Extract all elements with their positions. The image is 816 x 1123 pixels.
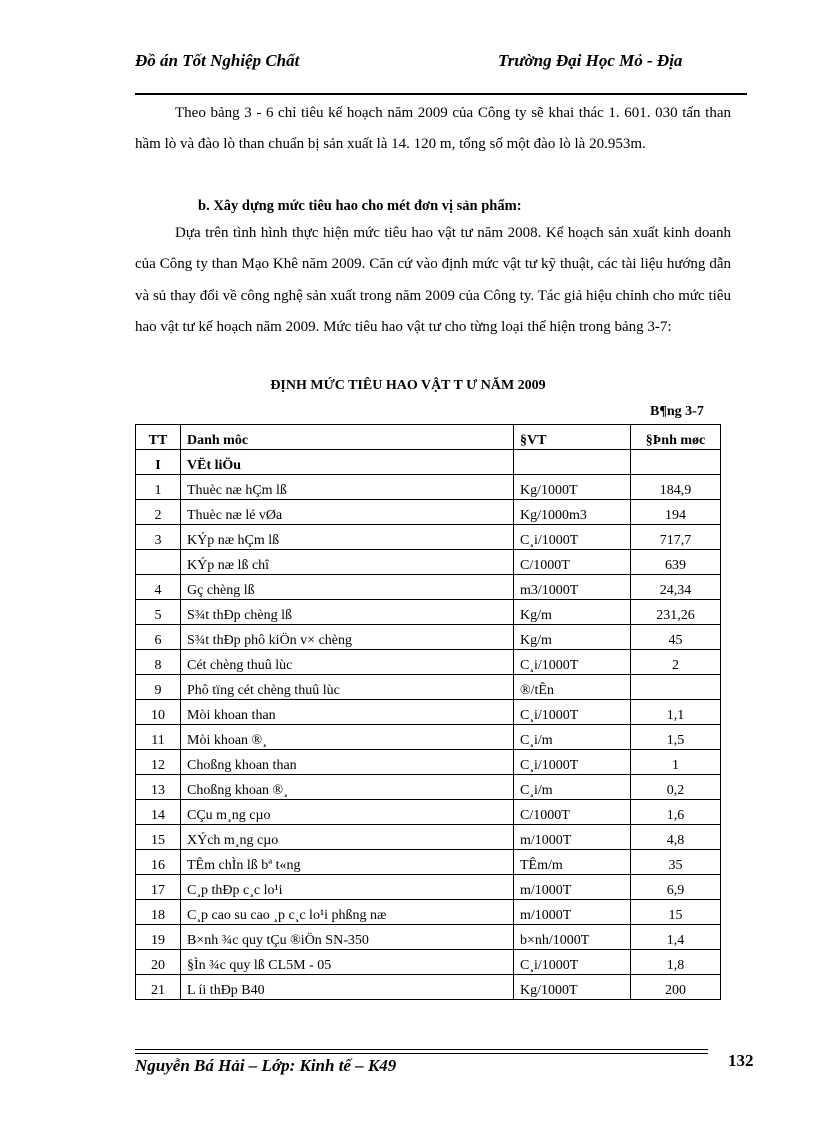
row-cell-unit: C/1000T <box>514 550 631 575</box>
table-row <box>136 550 721 575</box>
table-row <box>136 500 721 525</box>
row-cell-name: Gç chèng lß <box>181 575 514 600</box>
row-cell-norm: 1,5 <box>631 725 721 750</box>
row-cell-tt: 12 <box>136 750 181 775</box>
row-cell-unit: Kg/1000T <box>514 475 631 500</box>
row-cell-unit: C/1000T <box>514 800 631 825</box>
row-cell-name: Thuèc næ hÇm lß <box>181 475 514 500</box>
paragraph-text: Theo bảng 3 - 6 chỉ tiêu kế hoạch năm 2009 của Công ty sẽ khai thác 1. 601. 030 tấn than hầm lò và đào lò than chuẩn bị sản xuất là 14. 120 m, tổng số một đào lò là 20.953m. <box>135 105 731 153</box>
row-cell-unit: C¸i/m <box>514 725 631 750</box>
row-cell-tt: 3 <box>136 525 181 550</box>
row-cell-norm: 45 <box>631 625 721 650</box>
row-cell-norm: 1,1 <box>631 700 721 725</box>
table-row <box>136 775 721 800</box>
header-cell-name: Danh môc <box>181 425 514 450</box>
table-header-row <box>136 425 721 450</box>
row-cell-unit: m/1000T <box>514 825 631 850</box>
row-cell-name: Phô tïng cét chèng thuû lùc <box>181 675 514 700</box>
row-cell-unit: m3/1000T <box>514 575 631 600</box>
row-cell-tt: 21 <box>136 975 181 1000</box>
footer-author: Nguyễn Bá Hải – Lớp: Kinh tế – K49 <box>135 1056 397 1075</box>
table-row <box>136 650 721 675</box>
row-cell-tt: 17 <box>136 875 181 900</box>
header-cell-unit: §VT <box>514 425 631 450</box>
table-row <box>136 900 721 925</box>
row-cell-name: KÝp næ hÇm lß <box>181 525 514 550</box>
row-cell-tt: 19 <box>136 925 181 950</box>
row-cell-tt: 9 <box>136 675 181 700</box>
row-cell-norm: 1,4 <box>631 925 721 950</box>
row-cell-norm: 231,26 <box>631 600 721 625</box>
paragraph-plan-summary <box>135 98 731 161</box>
row-cell-name: Cét chèng thuû lùc <box>181 650 514 675</box>
row-cell-unit: C¸i/1000T <box>514 650 631 675</box>
row-cell-norm: 717,7 <box>631 525 721 550</box>
row-cell-unit: m/1000T <box>514 875 631 900</box>
table-row <box>136 575 721 600</box>
row-cell-unit: Kg/m <box>514 625 631 650</box>
consumption-norm-table <box>135 424 721 1000</box>
row-cell-unit: TÊm/m <box>514 850 631 875</box>
section-subheading: b. Xây dựng mức tiêu hao cho mét đơn vị sản phẩm: <box>198 198 522 214</box>
group-cell-tt: I <box>136 450 181 475</box>
row-cell-unit: Kg/m <box>514 600 631 625</box>
table-row <box>136 725 721 750</box>
table-row <box>136 700 721 725</box>
header-cell-tt: TT <box>136 425 181 450</box>
table-row <box>136 600 721 625</box>
row-cell-norm: 639 <box>631 550 721 575</box>
row-cell-tt: 6 <box>136 625 181 650</box>
table-title: ĐỊNH MỨC TIÊU HAO VẬT T Ư NĂM 2009 <box>270 378 546 393</box>
row-cell-unit: Kg/1000T <box>514 975 631 1000</box>
row-cell-tt: 10 <box>136 700 181 725</box>
group-cell-name: VËt liÖu <box>181 450 514 475</box>
row-cell-name: XÝch m¸ng cµo <box>181 825 514 850</box>
table-row <box>136 850 721 875</box>
row-cell-unit: b×nh/1000T <box>514 925 631 950</box>
table-label: B¶ng 3-7 <box>650 404 704 419</box>
table-row <box>136 825 721 850</box>
row-cell-unit: m/1000T <box>514 900 631 925</box>
row-cell-name: Thuèc næ lé vØa <box>181 500 514 525</box>
table-row <box>136 925 721 950</box>
header-divider <box>135 93 747 95</box>
row-cell-name: KÝp næ lß chî <box>181 550 514 575</box>
row-cell-unit: C¸i/m <box>514 775 631 800</box>
row-cell-tt: 13 <box>136 775 181 800</box>
row-cell-name: B×nh ¾c quy tÇu ®iÖn SN-350 <box>181 925 514 950</box>
row-cell-name: TÊm chÌn lß bª t«ng <box>181 850 514 875</box>
row-cell-name: Mòi khoan ®¸ <box>181 725 514 750</box>
row-cell-unit: C¸i/1000T <box>514 525 631 550</box>
row-cell-norm: 2 <box>631 650 721 675</box>
row-cell-unit: ®/tÊn <box>514 675 631 700</box>
row-cell-unit: C¸i/1000T <box>514 950 631 975</box>
table-row <box>136 525 721 550</box>
row-cell-tt: 1 <box>136 475 181 500</box>
table-row <box>136 475 721 500</box>
row-cell-unit: C¸i/1000T <box>514 700 631 725</box>
row-cell-tt: 18 <box>136 900 181 925</box>
group-cell-norm <box>631 450 721 475</box>
row-cell-tt: 8 <box>136 650 181 675</box>
row-cell-norm: 35 <box>631 850 721 875</box>
paragraph-consumption-basis <box>135 218 731 343</box>
row-cell-norm: 1,8 <box>631 950 721 975</box>
row-cell-norm: 1,6 <box>631 800 721 825</box>
row-cell-norm: 194 <box>631 500 721 525</box>
table-row <box>136 950 721 975</box>
row-cell-tt: 5 <box>136 600 181 625</box>
row-cell-name: Choßng khoan ®¸ <box>181 775 514 800</box>
table-group-row <box>136 450 721 475</box>
row-cell-tt <box>136 550 181 575</box>
table-row <box>136 625 721 650</box>
row-cell-tt: 4 <box>136 575 181 600</box>
row-cell-name: CÇu m¸ng cµo <box>181 800 514 825</box>
table-row <box>136 975 721 1000</box>
row-cell-name: Mòi khoan than <box>181 700 514 725</box>
row-cell-name: Choßng khoan than <box>181 750 514 775</box>
row-cell-norm: 6,9 <box>631 875 721 900</box>
row-cell-name: C¸p cao su cao ¸p c¸c lo¹i phßng næ <box>181 900 514 925</box>
row-cell-tt: 15 <box>136 825 181 850</box>
row-cell-unit: Kg/1000m3 <box>514 500 631 525</box>
row-cell-norm: 184,9 <box>631 475 721 500</box>
row-cell-name: S¾t thÐp chèng lß <box>181 600 514 625</box>
row-cell-name: C¸p thÐp c¸c lo¹i <box>181 875 514 900</box>
row-cell-norm: 15 <box>631 900 721 925</box>
row-cell-norm: 24,34 <box>631 575 721 600</box>
header-cell-norm: §Þnh møc <box>631 425 721 450</box>
row-cell-norm: 4,8 <box>631 825 721 850</box>
row-cell-unit: C¸i/1000T <box>514 750 631 775</box>
table-row <box>136 750 721 775</box>
paragraph-text: Dựa trên tình hình thực hiện mức tiêu hao vật tư năm 2008. Kế hoạch sản xuất kinh doanh của Công ty than Mạo Khê năm 2009. Căn cứ vào định mức vật tư kỹ thuật, các tài liệu hướng dẫn và sủ thay đổi về công nghệ sản xuất trong năm 2009 của Công ty. Tác giả hiệu chỉnh cho mức tiêu hao vật tư kế hoạch năm 2009. Mức tiêu hao vật tư cho từng loại thể hiện trong bảng 3-7: <box>135 225 731 335</box>
row-cell-tt: 14 <box>136 800 181 825</box>
row-cell-norm: 0,2 <box>631 775 721 800</box>
table-row <box>136 675 721 700</box>
row-cell-name: §Ìn ¾c quy lß CL5M - 05 <box>181 950 514 975</box>
table-row <box>136 800 721 825</box>
page-number: 132 <box>728 1051 754 1070</box>
footer-divider <box>135 1053 708 1054</box>
row-cell-norm <box>631 675 721 700</box>
row-cell-tt: 2 <box>136 500 181 525</box>
group-cell-unit <box>514 450 631 475</box>
row-cell-norm: 1 <box>631 750 721 775</box>
row-cell-tt: 16 <box>136 850 181 875</box>
row-cell-norm: 200 <box>631 975 721 1000</box>
row-cell-name: L íi thÐp B40 <box>181 975 514 1000</box>
header-right-title: Trường Đại Học Mỏ - Địa <box>498 51 683 70</box>
row-cell-tt: 11 <box>136 725 181 750</box>
row-cell-tt: 20 <box>136 950 181 975</box>
header-left-title: Đồ án Tốt Nghiệp Chất <box>135 51 300 70</box>
footer-divider <box>135 1049 708 1050</box>
table-row <box>136 875 721 900</box>
row-cell-name: S¾t thÐp phô kiÖn v× chèng <box>181 625 514 650</box>
